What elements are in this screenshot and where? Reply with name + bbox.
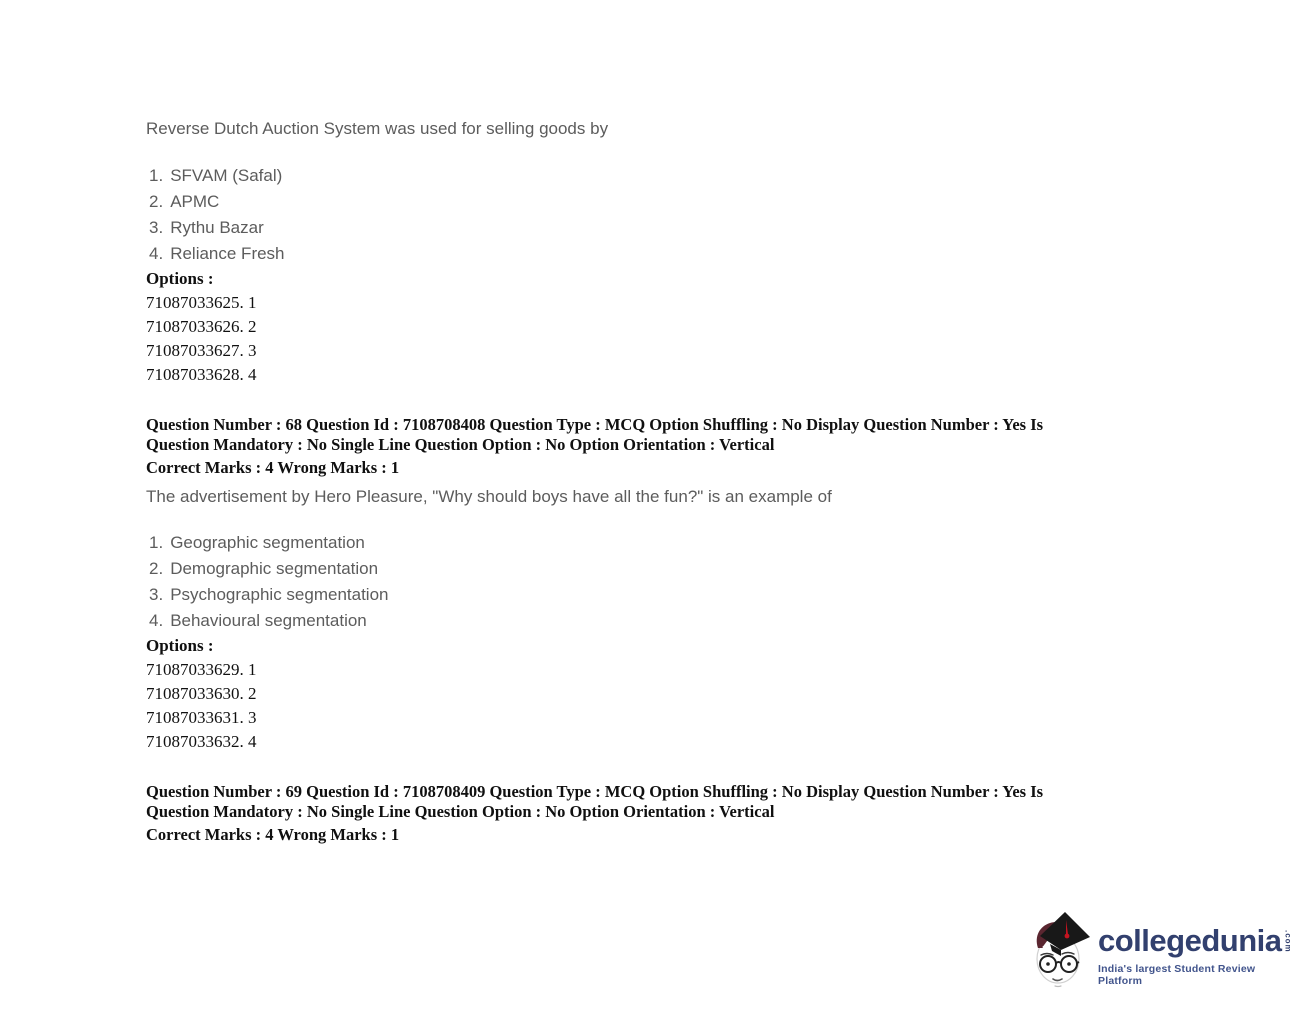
- option-id-list: [146, 291, 1106, 387]
- collegedunia-mascot-icon: [1028, 906, 1092, 993]
- option-id: 71087033627. 3: [146, 341, 257, 360]
- logo-brand-suffix: .com: [1283, 930, 1292, 953]
- choice-text: Psychographic segmentation: [170, 585, 389, 604]
- choice-number: 1.: [149, 166, 164, 185]
- options-label: Options :: [146, 636, 214, 655]
- logo-brand-text: collegedunia: [1098, 923, 1282, 958]
- logo-text-column: [1098, 906, 1292, 987]
- logo-tagline: India's largest Student Review Platform: [1098, 963, 1256, 987]
- choice-item: [149, 530, 1106, 556]
- choice-number: 2.: [149, 559, 164, 578]
- option-id: 71087033626. 2: [146, 317, 257, 336]
- choice-number: 2.: [149, 192, 164, 211]
- options-label: Options :: [146, 269, 214, 288]
- choice-number: 3.: [149, 218, 164, 237]
- choice-item: [149, 189, 1106, 215]
- choice-text: Behavioural segmentation: [170, 611, 367, 630]
- choice-list: [149, 163, 1106, 267]
- collegedunia-logo: [1028, 906, 1292, 993]
- option-id: 71087033630. 2: [146, 684, 257, 703]
- document-page-content: [146, 118, 1106, 853]
- choice-text: SFVAM (Safal): [170, 166, 283, 185]
- choice-number: 3.: [149, 585, 164, 604]
- question-meta-header: Question Number : 69 Question Id : 7108708409 Question Type : MCQ Option Shuffling : No Display Question Number : Yes Is Question Mandatory : No Single Line Question Option : No Option Orientation : Vertical: [146, 782, 1044, 821]
- choice-number: 4.: [149, 244, 164, 263]
- option-id: 71087033632. 4: [146, 732, 257, 751]
- question-stem: Reverse Dutch Auction System was used for selling goods by: [146, 119, 609, 138]
- choice-text: Reliance Fresh: [170, 244, 285, 263]
- choice-list: [149, 530, 1106, 634]
- choice-item: [149, 608, 1106, 634]
- option-id: 71087033631. 3: [146, 708, 257, 727]
- choice-number: 4.: [149, 611, 164, 630]
- choice-text: Rythu Bazar: [170, 218, 264, 237]
- question-stem: The advertisement by Hero Pleasure, "Why should boys have all the fun?" is an example of: [146, 487, 832, 506]
- question-marks: Correct Marks : 4 Wrong Marks : 1: [146, 825, 400, 844]
- choice-item: [149, 215, 1106, 241]
- option-id-list: [146, 658, 1106, 754]
- choice-text: APMC: [170, 192, 220, 211]
- option-id: 71087033628. 4: [146, 365, 257, 384]
- choice-text: Geographic segmentation: [170, 533, 365, 552]
- option-id: 71087033625. 1: [146, 293, 257, 312]
- option-id: 71087033629. 1: [146, 660, 257, 679]
- choice-number: 1.: [149, 533, 164, 552]
- choice-text: Demographic segmentation: [170, 559, 379, 578]
- choice-item: [149, 556, 1106, 582]
- question-meta-header: Question Number : 68 Question Id : 7108708408 Question Type : MCQ Option Shuffling : No Display Question Number : Yes Is Question Mandatory : No Single Line Question Option : No Option Orientation : Vertical: [146, 415, 1044, 454]
- question-marks: Correct Marks : 4 Wrong Marks : 1: [146, 458, 400, 477]
- choice-item: [149, 582, 1106, 608]
- choice-item: [149, 163, 1106, 189]
- choice-item: [149, 241, 1106, 267]
